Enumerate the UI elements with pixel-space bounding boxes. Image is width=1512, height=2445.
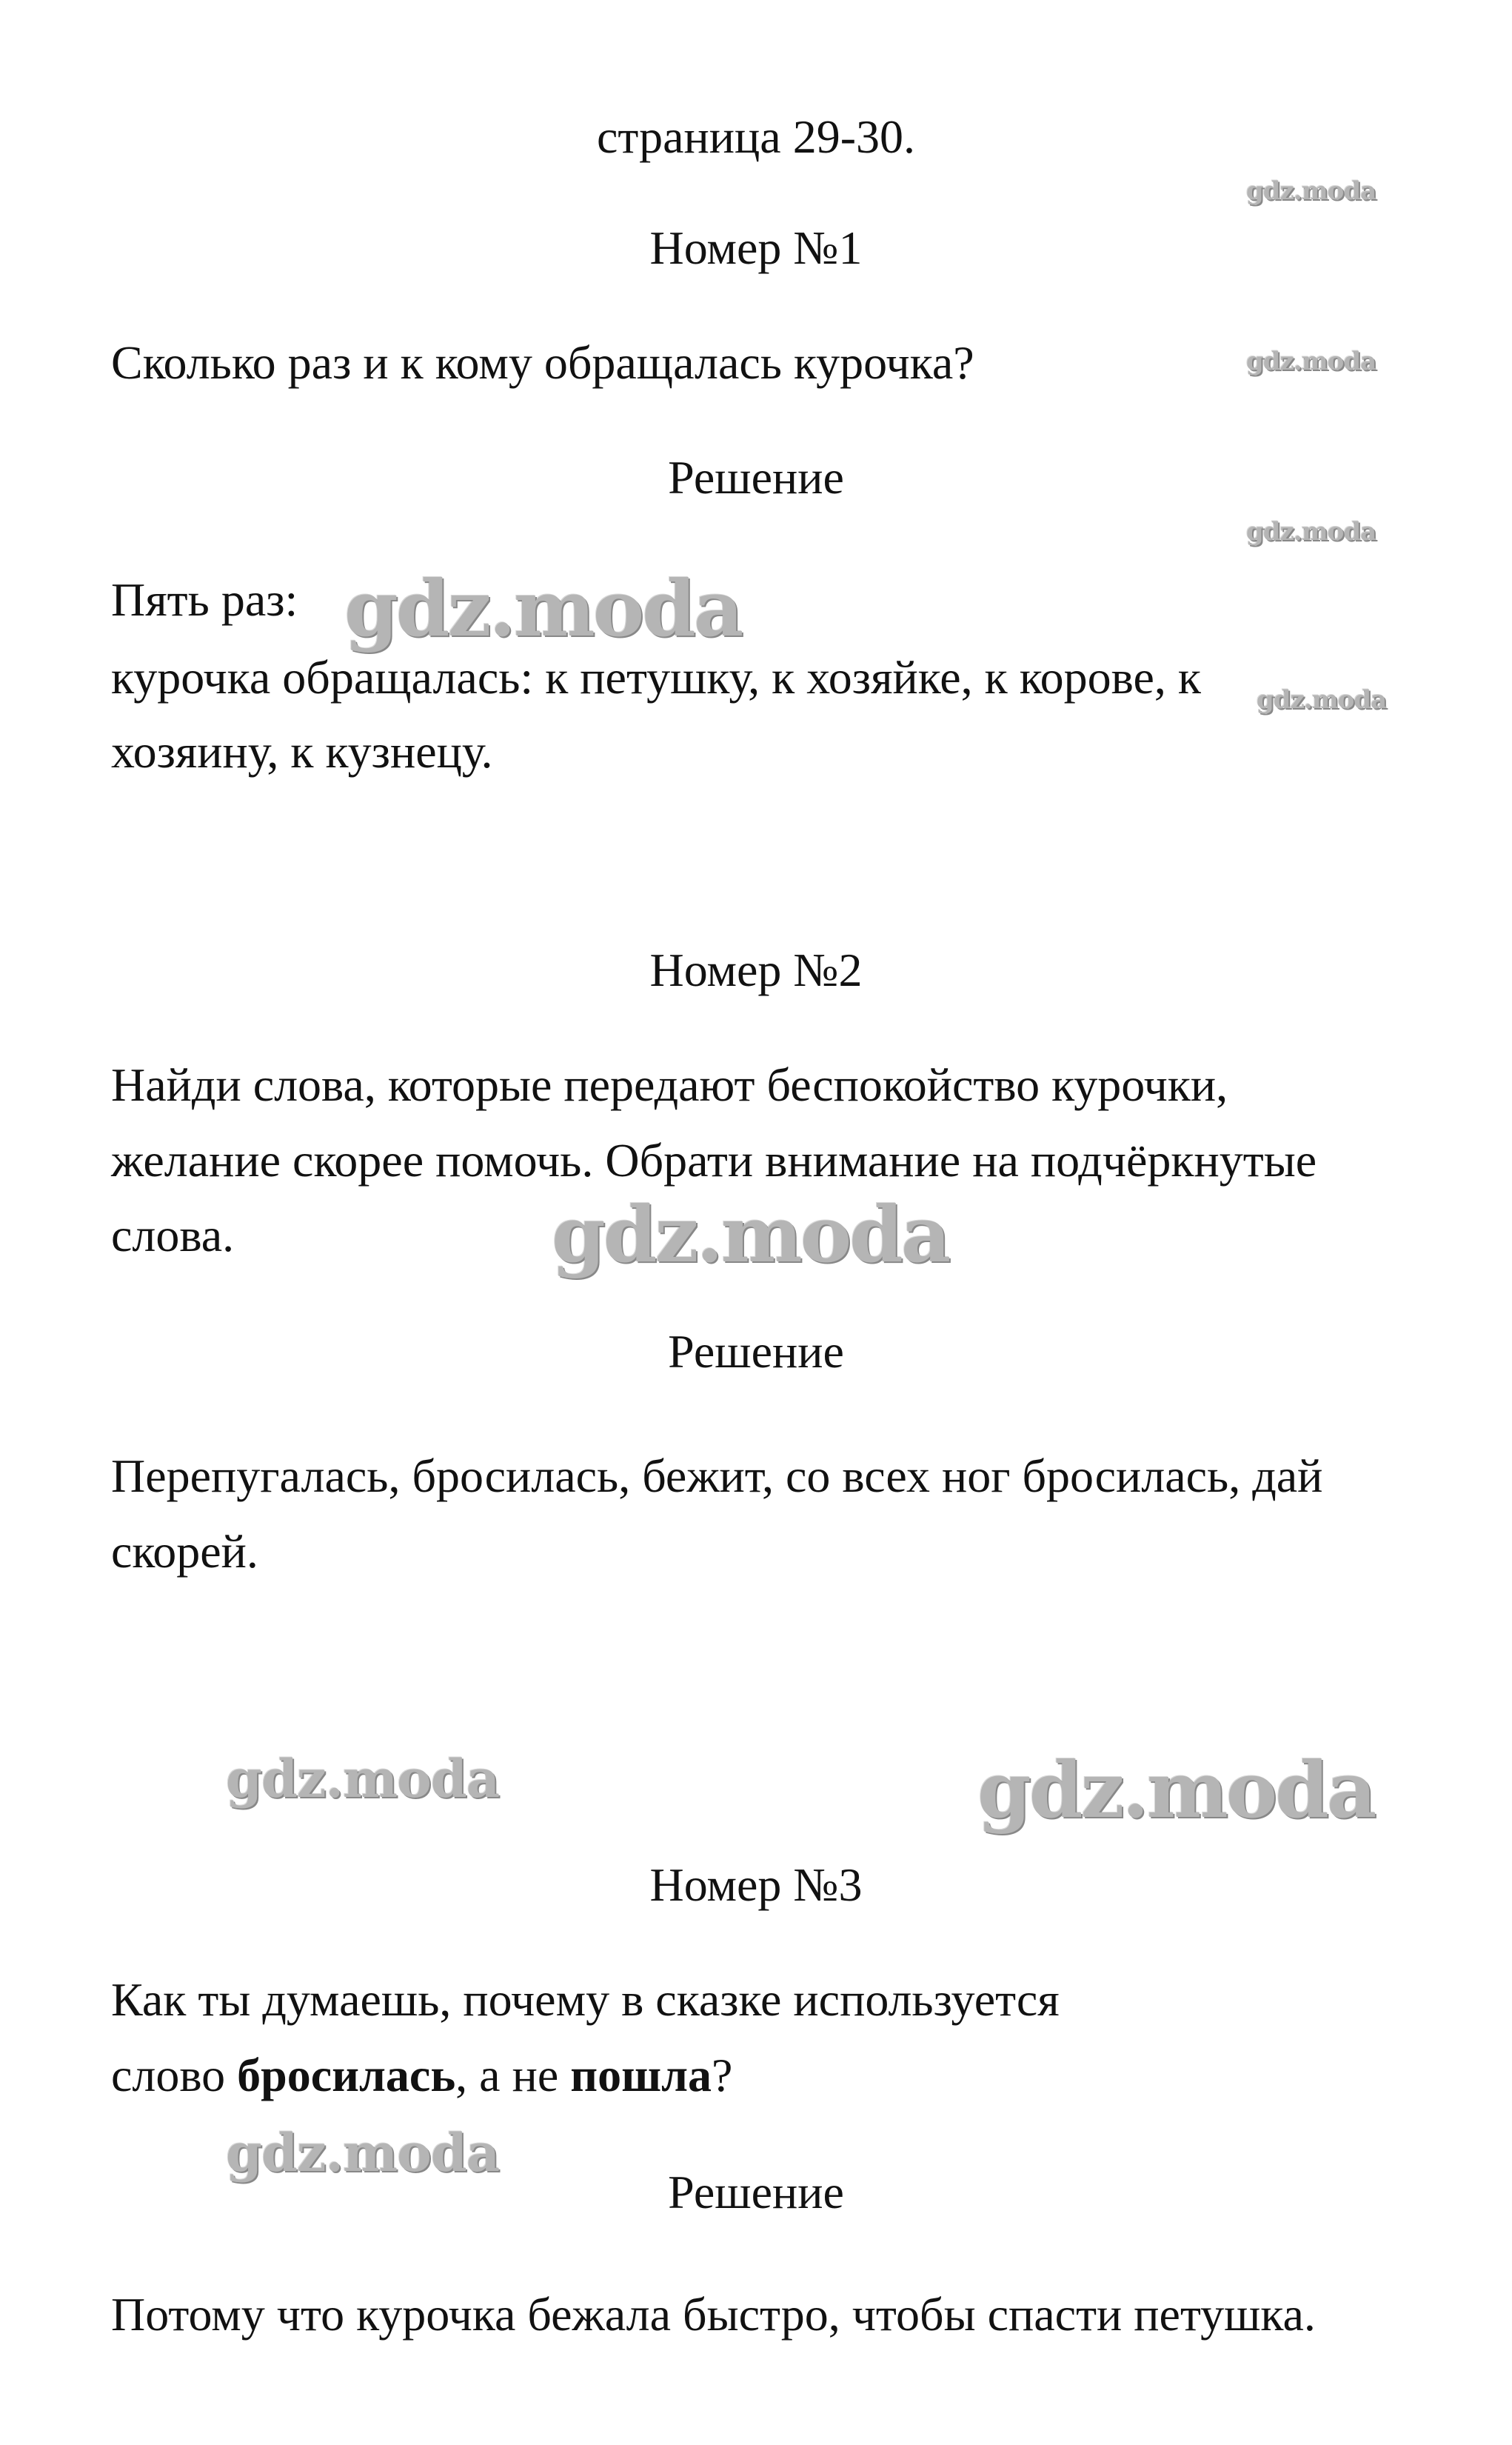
watermark-small-1: gdz.moda <box>1246 176 1376 206</box>
task3-solution-label: Решение <box>668 2166 844 2218</box>
watermark-medium-2: gdz.moda <box>226 2122 500 2184</box>
task3-question-line1: Как ты думаешь, почему в сказке используется <box>111 1973 1060 2026</box>
task1-answer-line2: курочка обращалась: к петушку, к хозяйке, к корове, к <box>111 651 1201 704</box>
task1-answer-line3: хозяину, к кузнецу. <box>111 725 493 778</box>
page-title: страница 29-30. <box>596 110 916 163</box>
task1-heading: Номер №1 <box>649 221 863 274</box>
task2-answer-line2: скорей. <box>111 1525 258 1578</box>
task3-bold-word-1: бросилась <box>237 2049 456 2101</box>
watermark-small-3: gdz.moda <box>1246 517 1376 547</box>
task2-answer-line1: Перепугалась, бросилась, бежит, со всех ног бросилась, дай <box>111 1450 1323 1502</box>
task2-question-line3: слова. <box>111 1209 235 1261</box>
task1-question: Сколько раз и к кому обращалась курочка? <box>111 336 974 389</box>
task3-question-text-mid: , а не <box>455 2049 571 2101</box>
watermark-large-3: gdz.moda <box>977 1744 1375 1835</box>
task3-question-text-pre: слово <box>111 2049 238 2101</box>
task3-question-line2 <box>111 2038 732 2112</box>
watermark-large-2: gdz.moda <box>552 1189 949 1280</box>
task2-question-line2: желание скорее помочь. Обрати внимание на подчёркнутые <box>111 1134 1317 1187</box>
task1-solution-label: Решение <box>668 451 844 504</box>
task3-bold-word-2: пошла <box>570 2049 712 2101</box>
task3-question-text-post: ? <box>712 2049 733 2101</box>
watermark-medium-1: gdz.moda <box>226 1748 500 1809</box>
watermark-large-1: gdz.moda <box>344 563 742 654</box>
task1-answer-line1: Пять раз: <box>111 573 298 626</box>
task3-heading: Номер №3 <box>649 1858 863 1911</box>
task3-answer: Потому что курочка бежала быстро, чтобы спасти петушка. <box>111 2288 1316 2341</box>
task2-heading: Номер №2 <box>649 944 863 996</box>
watermark-small-2: gdz.moda <box>1246 347 1376 376</box>
watermark-small-4: gdz.moda <box>1257 685 1387 715</box>
task2-solution-label: Решение <box>668 1325 844 1378</box>
task2-question-line1: Найди слова, которые передают беспокойство курочки, <box>111 1058 1228 1111</box>
